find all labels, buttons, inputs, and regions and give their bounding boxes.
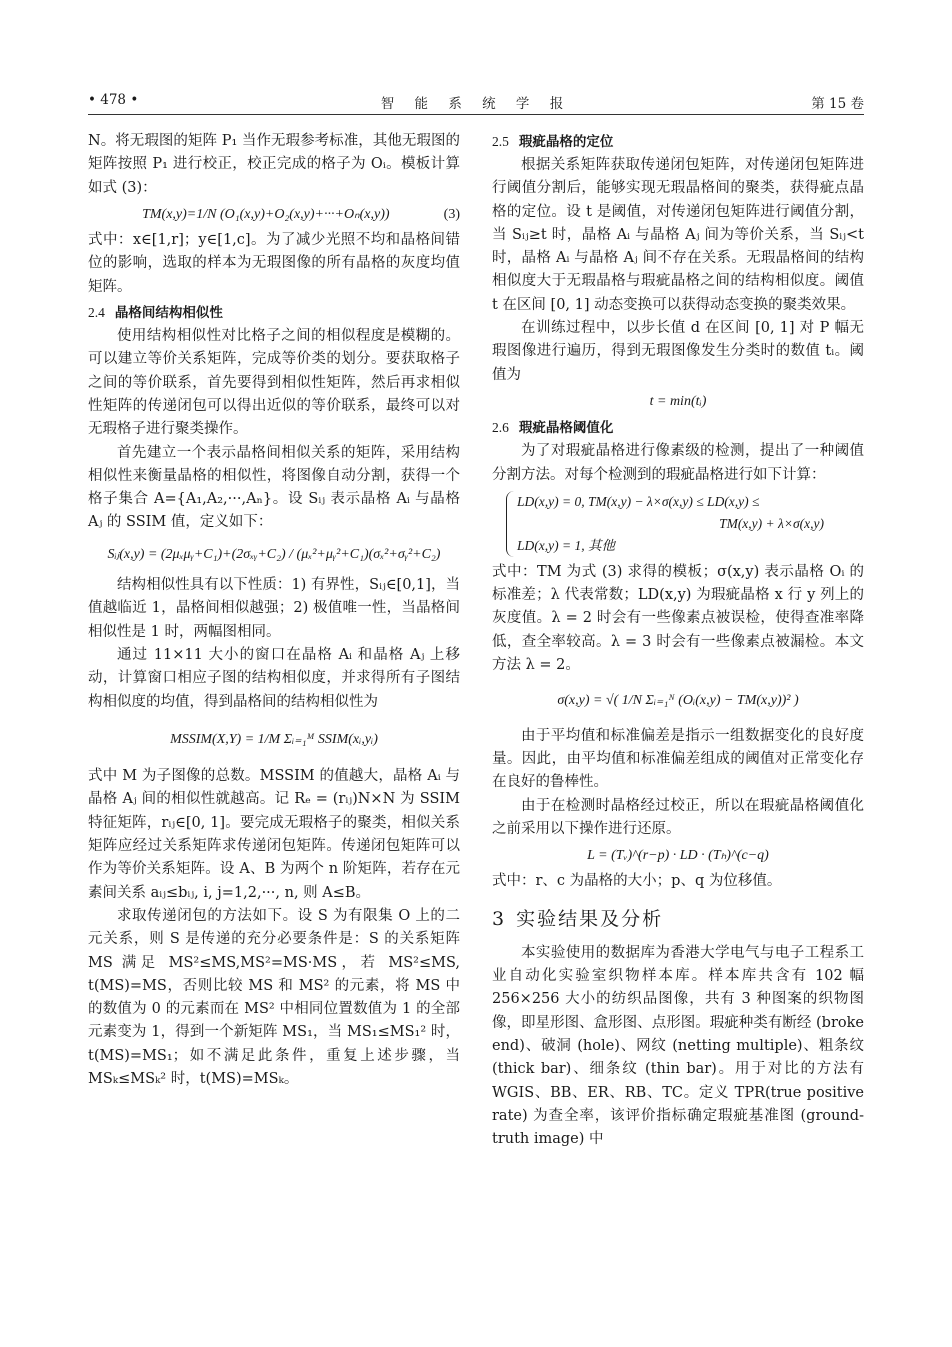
paragraph: 结构相似性具有以下性质：1) 有界性，Sᵢⱼ∈[0,1]，当值越临近 1，晶格间相似越强；2) 极值唯一性，当晶格间相似性是 1 时，两幅图相同。	[88, 577, 460, 640]
equation-sigma: σ(x,y) = √( 1/N Σᵢ₌₁ᴺ (Oᵢ(x,y) − TM(x,y))² )	[557, 693, 799, 709]
volume-label: 第 15 卷	[811, 96, 864, 112]
paragraph: 使用结构相似性对比格子之间的相似程度是模糊的。可以建立等价关系矩阵，完成等价类的划分。要获取格子之间的等价联系，首先要得到相似性矩阵，然后再求相似性矩阵的传递闭包可以得出近似的等价联系，最终可以对无瑕格子进行聚类操作。	[88, 328, 460, 438]
paragraph: 在训练过程中，以步长值 d 在区间 [0, 1] 对 P 幅无瑕图像进行遍历，得到无瑕图像发生分类时的数值 tᵢ。阈值为	[492, 320, 864, 383]
section-number: 2.6	[492, 420, 509, 436]
section-heading-2-6	[492, 416, 864, 440]
section-title: 晶格间结构相似性	[114, 305, 223, 322]
paragraph: 由于平均值和标准偏差是指示一组数据变化的良好度量。因此，由平均值和标准偏差组成的阈值对正常变化存在良好的鲁棒性。	[492, 727, 864, 791]
paragraph: 式中：TM 为式 (3) 求得的模板；σ(x,y) 表示晶格 Oᵢ 的标准差；λ 代表常数；LD(x,y) 为瑕疵晶格 x 行 y 列上的灰度值。λ = 2 时会有一些像素点被误检，使得查准率降低，查全率较高。λ = 3 时会有一些像素点被漏检。本文方法 λ = 2。	[492, 563, 864, 674]
paragraph: 根据关系矩阵获取传递闭包矩阵，对传递闭包矩阵进行阈值分割后，能够实现无瑕晶格间的聚类，获得疵点晶格的定位。设 t 是阈值，对传递闭包矩阵进行阈值分割，当 Sᵢⱼ≥t 时，晶格 Aᵢ 与晶格 Aⱼ 间为等价关系，当 Sᵢⱼ<t 时，晶格 Aᵢ 与晶格 Aⱼ 间不存在关系。无瑕晶格间的结构相似度大于无瑕晶格与瑕疵晶格之间的结构相似度。阈值 t 在区间 [0, 1] 动态变换可以获得动态变换的聚类效果。	[492, 157, 864, 313]
paragraph: 通过 11×11 大小的窗口在晶格 Aᵢ 和晶格 Aⱼ 上移动，计算窗口相应子图的结构相似度，并求得所有子图结构相似度的均值，得到晶格间的结构相似性为	[88, 646, 460, 710]
page-number: • 478 •	[88, 92, 139, 108]
paragraph: 求取传递闭包的方法如下。设 S 为有限集 O 上的二元关系，则 S 是传递的充分必要条件是：S 的关系矩阵 MS 满足 MS²≤MS,MS²=MS·MS，若 MS²≤MS, t(MS)=MS，否则比较 MS 和 MS² 的元素，将 MS 中的数值为 0 的元素而在 MS² 中相同位置数值为 1 的全部元素变为 1，得到一个新矩阵 MS₁，当 MS₁≤MS₁² 时，t(MS)=MS₁；如不满足此条件，重复上述步骤，当 MSₖ≤MSₖ² 时，t(MS)=MSₖ。	[88, 907, 460, 1087]
journal-name: 智 能 系 统 学 报	[380, 96, 572, 112]
section-heading-2-4	[88, 301, 460, 325]
right-column	[492, 130, 864, 1151]
piecewise-case-1: LD(x,y) = 0, TM(x,y) − λ×σ(x,y) ≤ LD(x,y) ≤	[517, 493, 760, 509]
section-heading-2-5	[492, 130, 864, 154]
equation-threshold: t = min(tᵢ)	[649, 393, 707, 409]
paragraph: 式中：x∈[1,r]；y∈[1,c]。为了减少光照不均和晶格间错位的影响，选取的样本为无瑕图像的所有晶格的灰度均值矩阵。	[88, 232, 460, 295]
piecewise-case-2: LD(x,y) = 1, 其他	[517, 537, 615, 553]
section-title: 实验结果及分析	[516, 907, 664, 930]
section-heading-3	[492, 902, 864, 936]
equation-mssim: MSSIM(X,Y) = 1/M Σᵢ₌₁ᴹ SSIM(xᵢ,yᵢ)	[170, 731, 378, 747]
left-column	[88, 130, 460, 1091]
equation-body: TM(x,y)=1/N (O₁(x,y)+O₂(x,y)+···+Oₙ(x,y))	[142, 206, 390, 222]
paragraph: 首先建立一个表示晶格间相似关系的矩阵，采用结构相似性来衡量晶格的相似性，将图像自动分割，获得一个格子集合 A={A₁,A₂,···,Aₙ}。设 Sᵢⱼ 表示晶格 Aᵢ 与晶格 Aⱼ 的 SSIM 值，定义如下：	[88, 444, 460, 531]
section-title: 瑕疵晶格的定位	[518, 134, 614, 150]
section-number: 2.4	[88, 305, 105, 321]
equation-restore: L = (Tᵥ)^(r−p) · LD · (Tₕ)^(c−q)	[587, 848, 769, 864]
running-header	[88, 92, 864, 115]
equation-3	[88, 203, 460, 226]
paragraph: 本实验使用的数据库为香港大学电气与电子工程系工业自动化实验室织物样本库。样本库共含有 102 幅 256×256 大小的纺织品图像，共有 3 种图案的织物图像，即星形图、盒形图、点形图。瑕疵种类有断经 (broke end)、破洞 (hole)、网纹 (netting multiple)、粗条纹 (thick bar)、细条纹 (thin bar)。用于对比的方法有 WGIS、BB、ER、RB、TC。定义 TPR(true positive rate) 为查全率，该评价指标确定瑕疵基准图 (ground-truth image) 中	[492, 944, 864, 1148]
paragraph: 为了对瑕疵晶格进行像素级的检测，提出了一种阈值分割方法。对每个检测到的瑕疵晶格进行如下计算：	[492, 443, 864, 483]
paragraph: N。将无瑕图的矩阵 P₁ 当作无瑕参考标准，其他无瑕图的矩阵按照 P₁ 进行校正，校正完成的格子为 Oᵢ。模板计算如式 (3)：	[88, 133, 460, 196]
paragraph: 式中 M 为子图像的总数。MSSIM 的值越大，晶格 Aᵢ 与晶格 Aⱼ 间的相似性就越高。记 Rₑ = (rᵢⱼ)N×N 为 SSIM 特征矩阵，rᵢⱼ∈[0, 1]。要完成无瑕格子的聚类，相似关系矩阵应经过关系矩阵求传递闭包矩阵。传递闭包矩阵可以作为等价关系矩阵。设 A、B 为两个 n 阶矩阵，若存在元素间关系 aᵢⱼ≤bᵢⱼ, i, j=1,2,···, n, 则 A≤B。	[88, 768, 460, 901]
paragraph: 式中：r、c 为晶格的大小；p、q 为位移值。	[492, 873, 782, 890]
equation-number: (3)	[443, 206, 460, 222]
section-number: 2.5	[492, 134, 509, 149]
piecewise-case-1-continued: TM(x,y) + λ×σ(x,y)	[719, 515, 824, 531]
equation-ssim: Sᵢⱼ(x,y) = (2μₓμᵧ+C₁)+(2σₓᵧ+C₂) / (μₓ²+μᵧ²+C₁)(σₓ²+σᵧ²+C₂)	[107, 546, 441, 562]
section-number: 3	[492, 907, 507, 930]
piecewise-equation	[506, 491, 864, 557]
section-title: 瑕疵晶格阈值化	[518, 420, 614, 437]
paragraph: 由于在检测时晶格经过校正，所以在瑕疵晶格阈值化之前采用以下操作进行还原。	[492, 797, 864, 837]
